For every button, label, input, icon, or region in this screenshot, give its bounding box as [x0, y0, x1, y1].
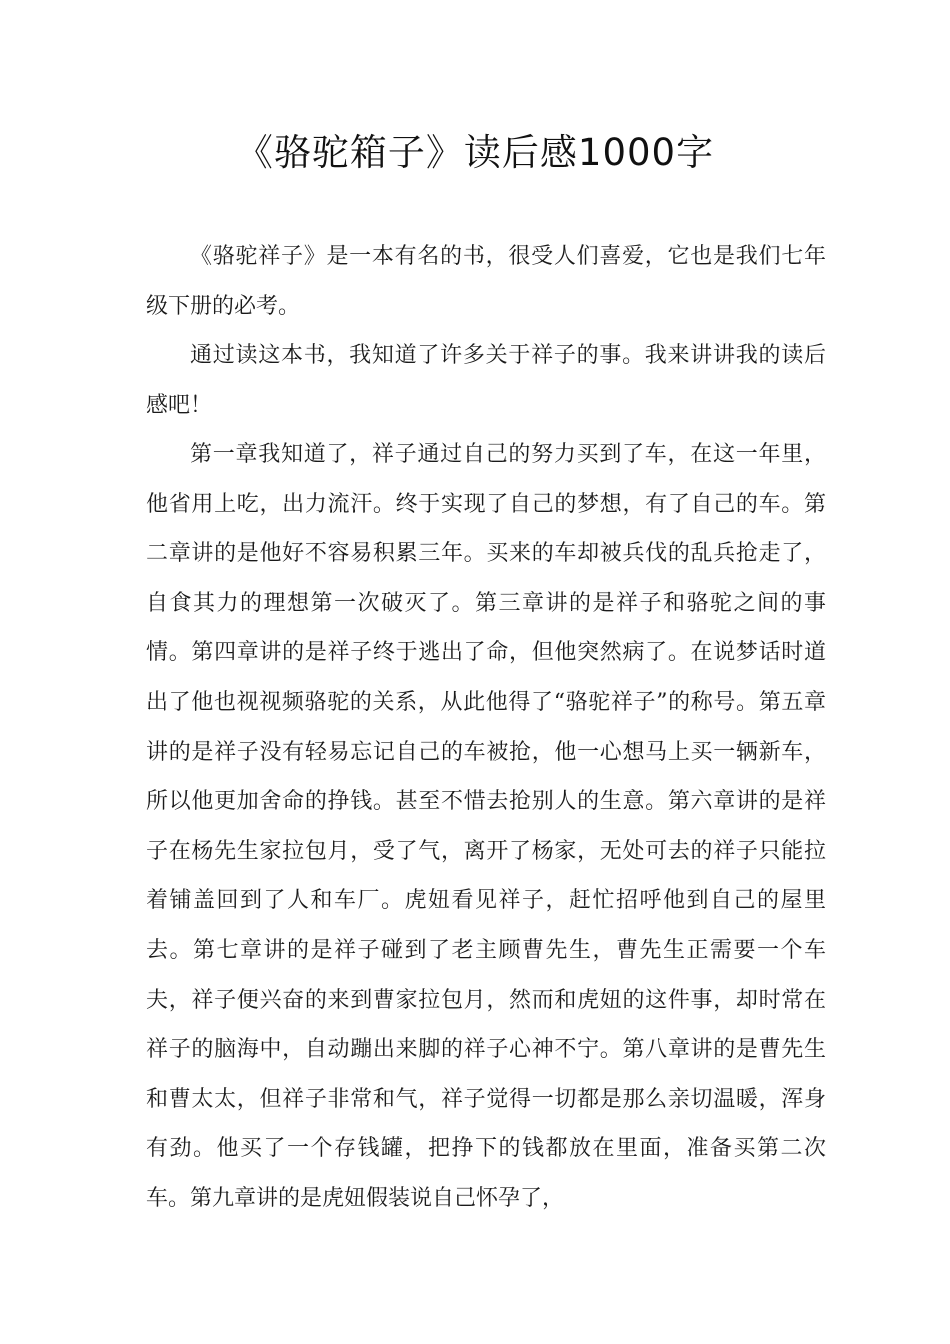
document-body: [146, 232, 826, 1224]
paragraph-chapter-summary: 第一章我知道了，祥子通过自己的努力买到了车，在这一年里，他省用上吃，出力流汗。终于实现了自己的梦想，有了自己的车。第二章讲的是他好不容易积累三年。买来的车却被兵伐的乱兵抢走了，自食其力的理想第一次破灭了。第三章讲的是祥子和骆驼之间的事情。第四章讲的是祥子终于逃出了命，但他突然病了。在说梦话时道出了他也视视频骆驼的关系，从此他得了“骆驼祥子”的称号。第五章讲的是祥子没有轻易忘记自己的车被抢，他一心想马上买一辆新车，所以他更加舍命的挣钱。甚至不惜去抢别人的生意。第六章讲的是祥子在杨先生家拉包月，受了气，离开了杨家，无处可去的祥子只能拉着铺盖回到了人和车厂。虎妞看见祥子，赶忙招呼他到自己的屋里去。第七章讲的是祥子碰到了老主顾曹先生，曹先生正需要一个车夫，祥子便兴奋的来到曹家拉包月，然而和虎妞的这件事，却时常在祥子的脑海中，自动蹦出来脚的祥子心神不宁。第八章讲的是曹先生和曹太太，但祥子非常和气，祥子觉得一切都是那么亲切温暖，浑身有劲。他买了一个存钱罐，把挣下的钱都放在里面，准备买第二次车。第九章讲的是虎妞假装说自己怀孕了，: [146, 442, 826, 1211]
paragraph-transition: 通过读这本书，我知道了许多关于祥子的事。我来讲讲我的读后感吧！: [146, 343, 826, 418]
document-title: 《骆驼箱子》读后感1000字: [235, 131, 715, 174]
paragraph-intro: 《骆驼祥子》是一本有名的书，很受人们喜爱，它也是我们七年级下册的必考。: [146, 244, 826, 319]
